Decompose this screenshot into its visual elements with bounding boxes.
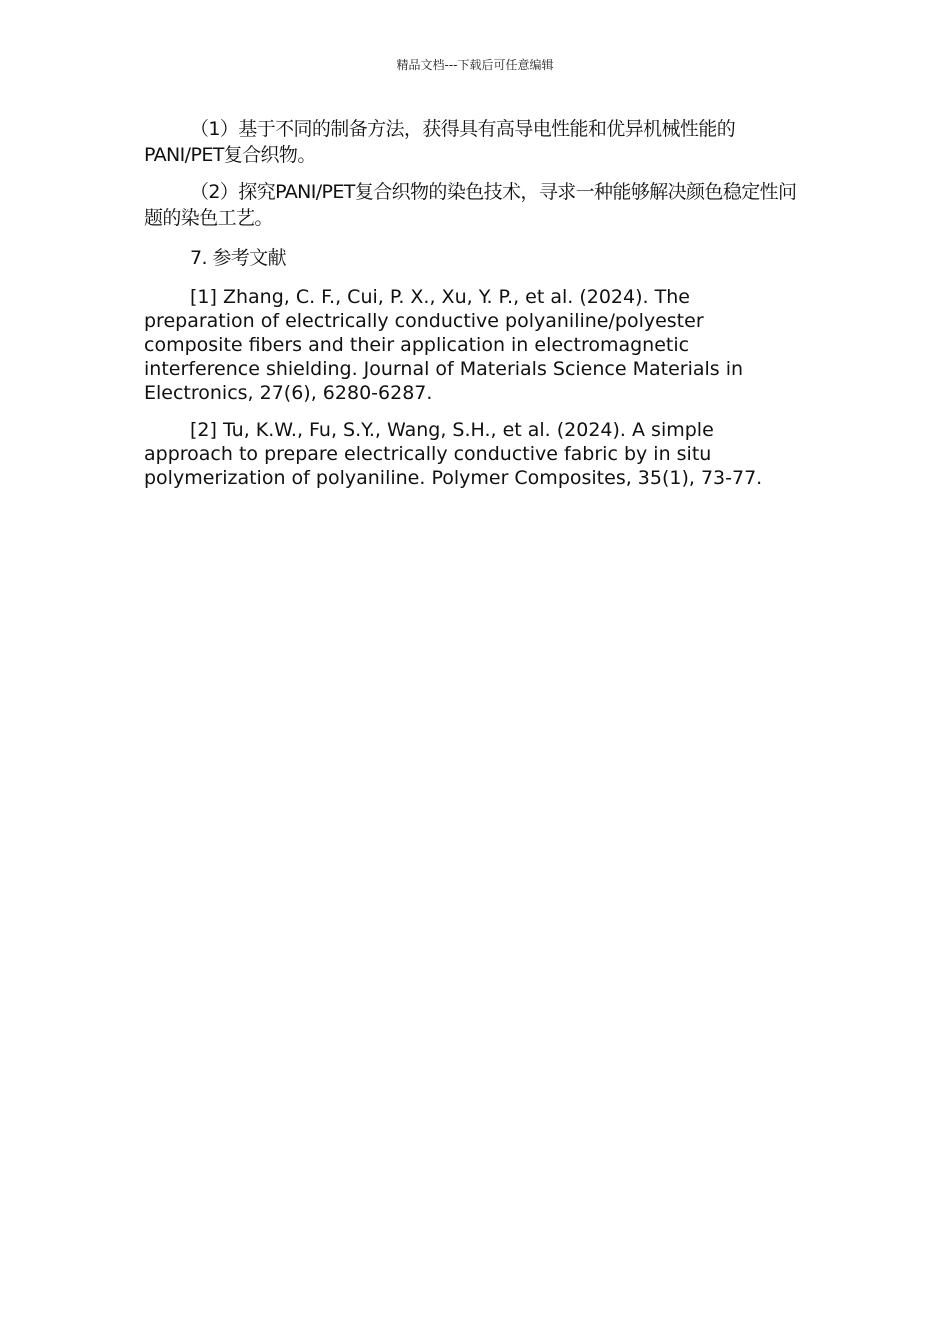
reference-2: [2] Tu, K.W., Fu, S.Y., Wang, S.H., et al. (2024). A simple approach to prepare electrically conductive fabric by in situ polymerization of polyaniline. Polymer Composites, 35(1), 73-77. (144, 419, 763, 489)
page-header: 精品文档---下载后可任意编辑 (396, 58, 554, 72)
references-heading: 7. 参考文献 (190, 247, 286, 269)
objective-paragraph-2: （2）探究PANI/PET复合织物的染色技术，寻求一种能够解决颜色稳定性问题的染色工艺。 (144, 181, 797, 229)
objective-paragraph-1: （1）基于不同的制备方法，获得具有高导电性能和优异机械性能的PANI/PET复合织物。 (144, 118, 736, 166)
reference-1: [1] Zhang, C. F., Cui, P. X., Xu, Y. P., et al. (2024). The preparation of electrically conductive polyaniline/polyester composite fibers and their application in electromagnetic interference shielding. Journal of Materials Science Materials in Electronics, 27(6), 6280-6287. (144, 286, 744, 404)
document-body (144, 116, 806, 490)
